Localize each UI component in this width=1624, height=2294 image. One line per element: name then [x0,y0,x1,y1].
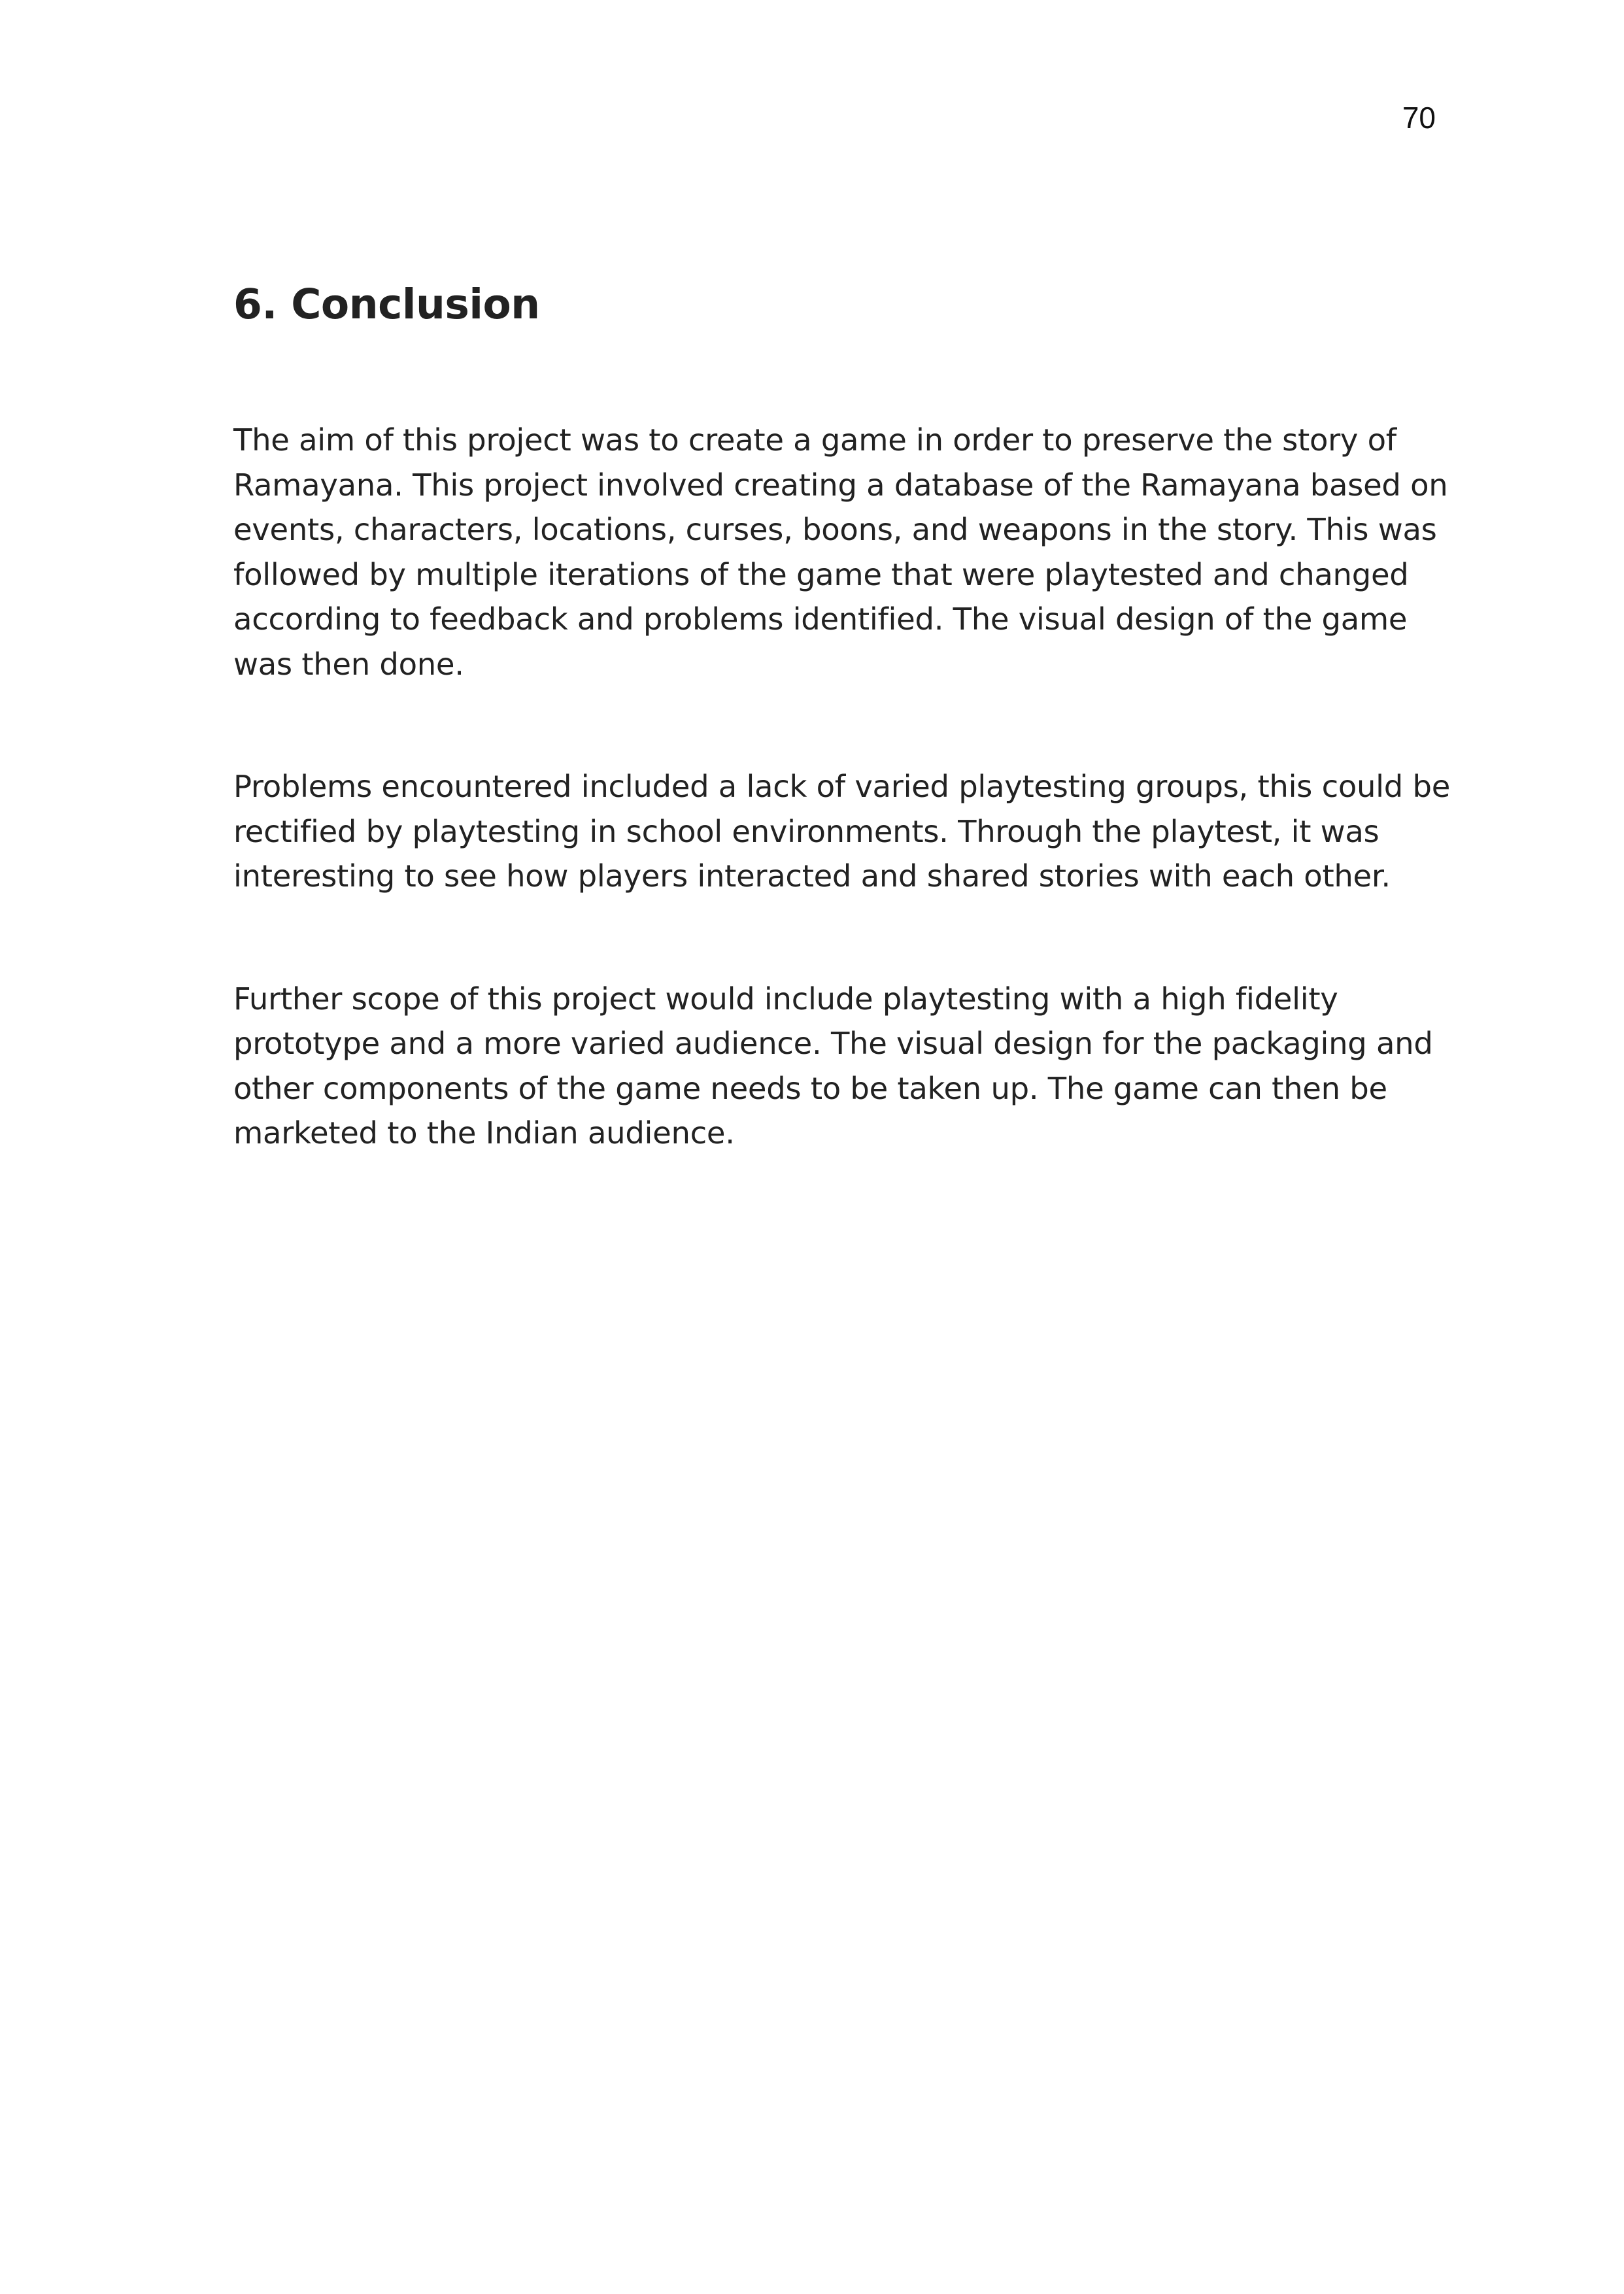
text-line: interesting to see how players interacted and shared stories with each other. [233,858,1391,894]
text-line: rectified by playtesting in school environments. Through the playtest, it was [233,813,1379,849]
page-number: 70 [1402,101,1436,135]
text-line: marketed to the Indian audience. [233,1115,735,1151]
text-line: Further scope of this project would include playtesting with a high fidelity [233,981,1338,1017]
paragraph-aim [233,418,1463,686]
paragraph-problems [233,764,1463,899]
text-line: Problems encountered included a lack of varied playtesting groups, this could be [233,769,1451,804]
text-line: events, characters, locations, curses, boons, and weapons in the story. This was [233,512,1437,547]
section-heading: 6. Conclusion [233,280,540,328]
text-line: prototype and a more varied audience. The visual design for the packaging and [233,1026,1433,1061]
text-line: was then done. [233,646,464,682]
text-line: The aim of this project was to create a game in order to preserve the story of [233,422,1396,458]
text-line: according to feedback and problems identified. The visual design of the game [233,601,1408,637]
paragraph-further-scope [233,977,1463,1156]
text-line: followed by multiple iterations of the game that were playtested and changed [233,556,1409,592]
text-line: other components of the game needs to be taken up. The game can then be [233,1070,1387,1106]
section-content [233,273,1463,1156]
text-line: Ramayana. This project involved creating a database of the Ramayana based on [233,467,1448,503]
